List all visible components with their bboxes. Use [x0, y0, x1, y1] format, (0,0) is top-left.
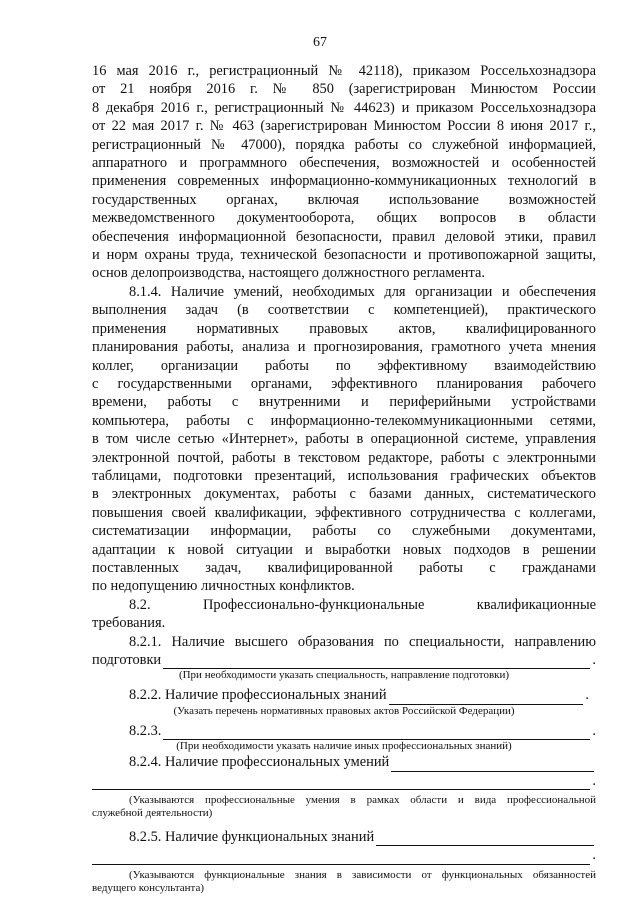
fill-line-other-knowledge [92, 722, 596, 740]
blank-field [92, 850, 590, 865]
fill-label: подготовки [92, 652, 162, 668]
field-hint: (Указываются профессиональные умения в рамках области и вида профессиональной [129, 794, 596, 807]
fill-label: 8.2.3. [129, 722, 162, 739]
blank-field [389, 690, 584, 705]
text-line: электронной почтой, работы в текстовом редакторе, работы с электронными [92, 449, 596, 466]
text-line: от 22 мая 2017 г. № 463 (зарегистрирован Минюстом России 8 июня 2017 г., [92, 118, 596, 135]
section-8-2-3 [92, 722, 596, 753]
text-line: планирования работы, анализа и прогнозирования, грамотного учета мнения [92, 339, 596, 356]
text-line: регистрационный № 47000), порядка работы со служебной информацией, [92, 136, 596, 153]
blank-field [376, 831, 594, 846]
fill-line-skills [92, 753, 596, 771]
text-line: в том числе сетью «Интернет», работы в операционной системе, управления [92, 431, 596, 448]
text-line: аппаратного и программного обеспечения, возможностей и особенностей [92, 155, 596, 172]
fill-end: . [592, 652, 596, 668]
text-line: от 21 ноября 2016 г. № 850 (зарегистрирован Минюстом России [92, 81, 596, 98]
blank-field [391, 757, 594, 772]
fill-end: . [585, 687, 589, 704]
fill-end: . [592, 772, 596, 789]
text-line: поставленных задач, квалифицированной работы с гражданами [92, 559, 596, 576]
document-body [92, 62, 596, 895]
text-line: применения современных информационно-коммуникационных технологий в [92, 173, 596, 190]
fill-label: 8.2.5. Наличие функциональных знаний [129, 829, 375, 846]
fill-end: . [592, 722, 596, 739]
fill-line-education [92, 651, 596, 669]
text-line: таблицами, подготовки презентаций, использования графических объектов [92, 467, 596, 484]
text-line: систематизации информации, работы со служебными документами, [92, 523, 596, 540]
text-line: выполнения задач (в соответствии с компетенцией), практического [92, 302, 596, 319]
field-hint: (Указываются функциональные знания в зависимости от функциональных обязанностей [129, 868, 596, 881]
field-hint: (При необходимости указать наличие иных профессиональных знаний) [176, 740, 512, 753]
section-8-2-2 [92, 686, 596, 717]
text-line: применения нормативных правовых актов, квалифицированного [92, 320, 596, 337]
text-line: обеспечения информационной безопасности, правил деловой этики, правил [92, 228, 596, 245]
text-line: 8.2. Профессионально-функциональные квалификационные [129, 596, 596, 613]
text-line: адаптации к новой ситуации и выработки новых подходов в решении [92, 541, 596, 558]
text-line: 8 декабря 2016 г., регистрационный № 44623) и приказом Россельхознадзора [92, 99, 596, 116]
text-line: межведомственного документооборота, общих вопросов в области [92, 210, 596, 227]
text-line: требования. [92, 615, 166, 632]
text-line: основ делопроизводства, настоящего должностного регламента. [92, 265, 485, 282]
field-hint: (Указать перечень нормативных правовых актов Российской Федерации) [173, 704, 515, 717]
blank-field [163, 725, 590, 740]
blank-field [92, 775, 590, 790]
section-8-2-5 [92, 828, 596, 895]
paragraph-8-1-4 [92, 283, 596, 596]
page-number: 67 [313, 35, 327, 50]
text-line: компьютера, работы с информационно-телекоммуникационными сетями, [92, 412, 596, 429]
fill-end: . [592, 847, 596, 864]
text-line: и норм охраны труда, технической безопасности и противопожарной защиты, [92, 247, 596, 264]
fill-line-knowledge [92, 686, 589, 704]
text-line: государственных органах, включая использование возможностей [92, 191, 596, 208]
text-line: повышения своей квалификации, эффективного сотрудничества с коллегами, [92, 504, 596, 521]
blank-field [163, 654, 590, 669]
section-8-2-4 [92, 753, 596, 820]
paragraph-knowledge-end [92, 62, 596, 283]
text-line: времени, работы с внутренними и периферийными устройствами [92, 394, 596, 411]
field-hint: служебной деятельности) [92, 807, 213, 820]
section-8-2-1 [92, 633, 596, 683]
fill-line-functional-cont [92, 846, 596, 864]
fill-line-skills-cont [92, 772, 596, 790]
text-line: 16 мая 2016 г., регистрационный № 42118), приказом Россельхознадзора [92, 63, 596, 79]
fill-label: 8.2.2. Наличие профессиональных знаний [129, 687, 387, 704]
text-line: 8.2.1. Наличие высшего образования по специальности, направлению [129, 633, 596, 650]
field-hint: (При необходимости указать специальность, направление подготовки) [178, 669, 510, 682]
text-line: по недопущению личностных конфликтов. [92, 578, 355, 595]
text-line: с государственными органами, эффективного планирования рабочего [92, 375, 596, 392]
fill-line-functional [92, 828, 596, 846]
fill-label: 8.2.4. Наличие профессиональных умений [129, 754, 390, 771]
text-line: коллег, организации работы по эффективному взаимодействию [92, 357, 596, 374]
field-hint: ведущего консультанта) [92, 881, 205, 894]
text-line: 8.1.4. Наличие умений, необходимых для организации и обеспечения [129, 283, 596, 300]
paragraph-8-2 [92, 596, 596, 633]
text-line: в электронных документах, работы с базами данных, систематического [92, 486, 596, 503]
